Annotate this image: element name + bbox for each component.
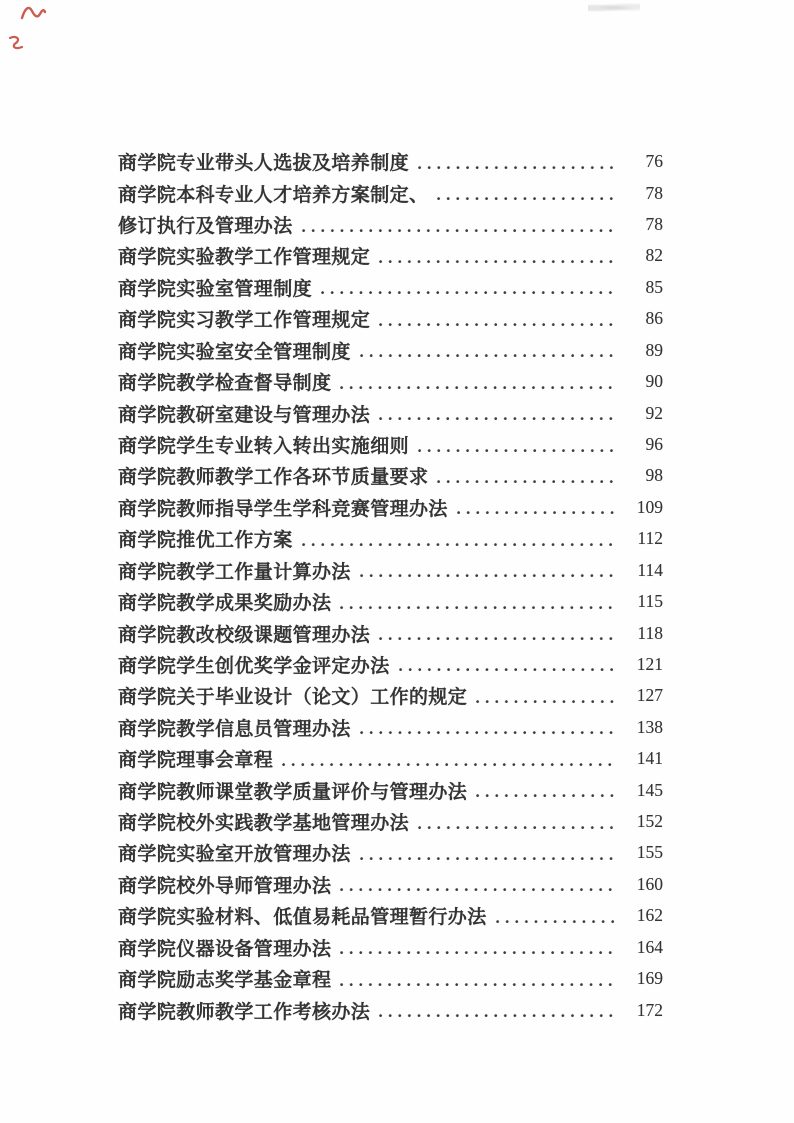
table-of-contents	[118, 146, 663, 1026]
dot-leader	[496, 920, 617, 924]
dot-leader	[302, 543, 617, 547]
toc-entry-page: 160	[636, 873, 663, 894]
toc-entry-title: 商学院校外实践教学基地管理办法	[118, 813, 410, 835]
dot-leader	[476, 700, 617, 704]
toc-row	[118, 680, 663, 711]
dot-leader	[360, 731, 617, 735]
toc-entry-title: 商学院学生专业转入转出实施细则	[118, 436, 410, 457]
toc-row	[118, 240, 663, 271]
toc-entry-title: 商学院教师教学工作考核办法	[118, 1001, 371, 1023]
toc-row	[118, 554, 663, 585]
toc-entry-title: 商学院励志奖学基金章程	[118, 970, 332, 992]
toc-entry-page: 152	[636, 811, 663, 832]
toc-entry-title: 修订执行及管理办法	[118, 216, 293, 238]
toc-entry-title: 商学院关于毕业设计（论文）工作的规定	[118, 687, 468, 709]
toc-entry-title: 商学院实验室安全管理制度	[118, 341, 351, 363]
dot-leader	[360, 574, 617, 578]
dot-leader	[437, 480, 617, 484]
dot-leader	[302, 229, 617, 233]
toc-entry-page: 109	[636, 496, 663, 517]
toc-entry-page: 96	[645, 434, 663, 454]
toc-entry-title: 商学院专业带头人选拔及培养制度	[118, 153, 410, 175]
toc-entry-title: 商学院学生创优奖学金评定办法	[118, 655, 390, 677]
toc-entry-page: 141	[636, 748, 663, 769]
toc-entry-title: 商学院教学信息员管理办法	[118, 718, 351, 740]
dot-leader	[399, 668, 617, 672]
toc-entry-page: 115	[637, 591, 663, 612]
toc-row	[118, 146, 663, 177]
toc-entry-title: 商学院理事会章程	[118, 750, 274, 772]
toc-row	[118, 366, 663, 397]
toc-entry-page: 82	[645, 245, 663, 266]
dot-leader	[379, 1014, 617, 1018]
toc-entry-title: 商学院实验材料、低值易耗品管理暂行办法	[118, 907, 487, 929]
dot-leader	[437, 197, 617, 201]
toc-row	[118, 649, 663, 680]
red-pen-mark-2	[6, 33, 28, 55]
dot-leader	[340, 951, 617, 955]
toc-row	[118, 774, 663, 805]
toc-row	[118, 492, 663, 523]
toc-entry-page: 169	[636, 968, 663, 989]
dot-leader	[418, 826, 617, 830]
toc-row	[118, 932, 663, 963]
toc-entry-title: 商学院校外导师管理办法	[118, 875, 332, 897]
toc-entry-title: 商学院教师教学工作各环节质量要求	[118, 467, 429, 489]
toc-entry-title: 商学院实验室开放管理办法	[118, 844, 351, 866]
toc-entry-page: 92	[645, 402, 663, 423]
toc-entry-page: 85	[645, 276, 663, 297]
toc-row	[118, 272, 663, 303]
toc-entry-title: 商学院教学检查督导制度	[118, 373, 332, 395]
dot-leader	[340, 606, 617, 610]
toc-entry-page: 162	[636, 905, 663, 926]
scan-smudge	[588, 3, 640, 13]
toc-entry-title: 商学院实习教学工作管理规定	[118, 310, 371, 332]
toc-entry-page: 155	[636, 842, 663, 863]
dot-leader	[379, 637, 617, 641]
toc-entry-page: 164	[636, 936, 663, 957]
toc-entry-page: 127	[636, 685, 663, 706]
toc-entry-page: 98	[645, 465, 663, 486]
toc-row	[118, 900, 663, 931]
dot-leader	[476, 794, 617, 798]
dot-leader	[340, 983, 617, 987]
dot-leader	[340, 888, 617, 892]
toc-entry-title: 商学院教改校级课题管理办法	[118, 624, 371, 646]
dot-leader	[418, 449, 617, 453]
toc-row	[118, 712, 663, 743]
toc-row	[118, 963, 663, 994]
toc-row	[118, 303, 663, 334]
toc-entry-title: 商学院教师课堂教学质量评价与管理办法	[118, 781, 468, 803]
toc-entry-title: 商学院教学成果奖励办法	[118, 593, 332, 615]
toc-row	[118, 209, 663, 240]
toc-row	[118, 335, 663, 366]
toc-entry-title: 商学院教学工作量计算办法	[118, 561, 351, 583]
dot-leader	[379, 417, 617, 421]
toc-entry-page: 172	[636, 999, 663, 1020]
dot-leader	[360, 857, 617, 861]
toc-entry-page: 118	[637, 622, 663, 643]
dot-leader	[282, 763, 617, 767]
toc-row	[118, 397, 663, 428]
toc-entry-title: 商学院推优工作方案	[118, 530, 293, 552]
toc-entry-page: 121	[636, 653, 663, 674]
dot-leader	[379, 323, 617, 327]
toc-row	[118, 586, 663, 617]
toc-entry-page: 90	[645, 371, 663, 392]
dot-leader	[379, 260, 617, 264]
toc-entry-title: 商学院教师指导学生学科竞赛管理办法	[118, 498, 448, 520]
dot-leader	[321, 291, 617, 295]
toc-entry-page: 112	[637, 528, 663, 549]
toc-entry-page: 114	[637, 559, 663, 580]
toc-entry-title: 商学院教研室建设与管理办法	[118, 404, 371, 426]
toc-entry-page: 138	[636, 716, 663, 737]
toc-entry-page: 76	[645, 151, 663, 172]
toc-entry-page: 78	[645, 214, 663, 235]
toc-entry-title: 商学院实验室管理制度	[118, 278, 313, 300]
toc-entry-page: 89	[645, 339, 663, 360]
toc-entry-title: 商学院实验教学工作管理规定	[118, 247, 371, 269]
toc-entry-page: 145	[636, 779, 663, 800]
toc-row	[118, 743, 663, 774]
toc-row	[118, 869, 663, 900]
toc-row	[118, 837, 663, 868]
toc-row	[118, 177, 663, 208]
dot-leader	[457, 511, 617, 515]
toc-entry-page: 78	[645, 182, 663, 203]
toc-row	[118, 994, 663, 1025]
toc-row	[118, 806, 663, 837]
red-pen-mark-1	[19, 2, 47, 26]
toc-row	[118, 429, 663, 460]
toc-row	[118, 617, 663, 648]
dot-leader	[418, 166, 617, 170]
dot-leader	[340, 386, 617, 390]
toc-entry-page: 86	[645, 308, 663, 329]
toc-row	[118, 523, 663, 554]
toc-row	[118, 460, 663, 491]
toc-entry-title: 商学院仪器设备管理办法	[118, 938, 332, 960]
toc-entry-title: 商学院本科专业人才培养方案制定、	[118, 184, 429, 206]
dot-leader	[360, 354, 617, 358]
